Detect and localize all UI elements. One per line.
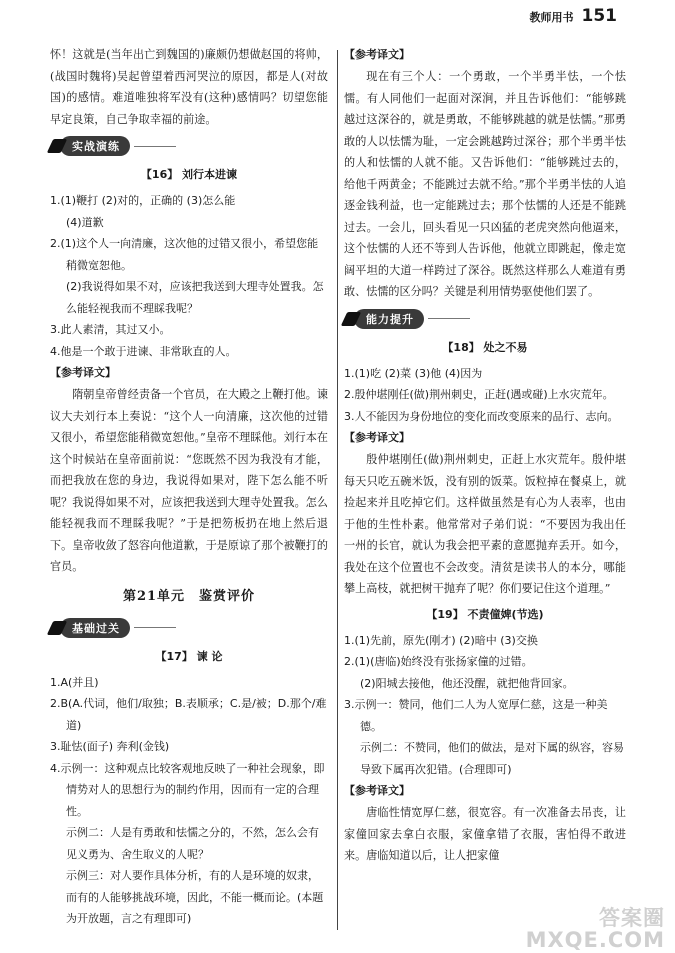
section-label: 实战演练 — [60, 136, 130, 156]
reference-translation: 殷仲堪刚任(做)荆州刺史，正赶上水灾荒年。殷仲堪每天只吃五碗米饭，没有别的饭菜。饭粒掉在餐桌上，就捡起来并且吃掉它们。这样做虽然是有心为人表率，也由于他的生性朴素。他常常对子弟们说：“不要因为我出任一州的长官，就认为我会把平素的意愿抛弃丢开。如今，我处在这个位置也不会改变。清贫是读书人的本分，哪能攀上高枝，就把树干抛弃了呢？你们要记住这个道理。” — [344, 453, 626, 595]
answer-line: 2.(1)这个人一向清廉，这次他的过错又很小，希望您能稍微宽恕他。 — [50, 237, 319, 272]
answer-line: 2.B(A.代词，他们/取独；B.表顺承；C.是/被；D.那个/难道) — [50, 697, 327, 732]
unit-title: 第21单元 鉴赏评价 — [122, 588, 256, 604]
banner-line — [134, 627, 176, 628]
watermark-line-2: MXQE.COM — [525, 928, 665, 952]
section-label: 基础过关 — [60, 618, 130, 638]
column-divider — [337, 50, 338, 930]
answer-line: 1.A(并且) — [50, 675, 99, 689]
section-banner-nengli — [344, 307, 626, 331]
watermark-line-1: 答案圈 — [599, 906, 665, 930]
left-column — [50, 44, 328, 930]
reference-translation-label: 【参考译文】 — [344, 48, 410, 61]
answer-line: 1.(1)鞭打 (2)对的，正确的 (3)怎么能 — [50, 194, 236, 207]
question-title-18: 【18】 处之不易 — [442, 340, 528, 354]
question-title-16: 【16】 刘行本进谏 — [140, 168, 238, 181]
section-banner-shizhan — [50, 134, 328, 158]
page-number: 151 — [581, 6, 617, 26]
answer-line: 1.(1)吃 (2)菜 (3)他 (4)因为 — [344, 366, 483, 380]
right-column — [344, 44, 626, 867]
reference-translation-label: 【参考译文】 — [344, 784, 410, 797]
answer-line: (2)阳城去接他，他还没醒，就把他背回家。 — [360, 676, 574, 690]
reference-translation: 隋朝皇帝曾经责备一个官员，在大殿之上鞭打他。谏议大夫刘行本上奏说：“这个人一向清廉，这次他的过错又很小，希望您能稍微宽恕他。”皇帝不理睬他。刘行本在这个时候站在皇帝面前说：“您既然不因为我没有才能，而把我放在您的身边，我说得如果对，陛下怎么能不听呢？我说得如果不对，应该把我送到大理寺处置我。怎么能轻视我而不理睬我呢？”于是把笏板扔在地上然后退下。皇帝收敛了怒容向他道歉，于是原谅了那个被鞭打的官员。 — [50, 388, 328, 573]
reference-translation-label: 【参考译文】 — [344, 431, 410, 444]
site-watermark — [526, 907, 665, 951]
banner-line — [134, 146, 176, 147]
question-title-19: 【19】 不责僮婢(节选) — [426, 607, 544, 621]
reference-translation: 唐临性情宽厚仁慈，很宽容。有一次准备去吊丧，让家僮回家去拿白衣服，家僮拿错了衣服，害怕得不敢进来。唐临知道以后，让人把家僮 — [344, 806, 626, 862]
answer-line: 3.此人素清，其过又小。 — [50, 323, 171, 336]
book-label: 教师用书 — [529, 11, 574, 24]
intro-text: 怀！这就是(当年出亡到魏国的)廉颇仍想做赵国的将帅，(战国时魏将)吴起曾望着西河哭泣的原因，都是人(对故国)的感情。难道唯独将军没有(这种)感情吗？切望您能早定良策，自己争取幸福的前途。 — [50, 48, 328, 126]
answer-line: 4.示例一：这种观点比较客观地反映了一种社会现象，即情势对人的思想行为的制约作用，因而有一定的合理性。 — [50, 761, 325, 818]
banner-line — [428, 318, 470, 319]
reference-translation: 现在有三个人：一个勇敢，一个半勇半怯，一个怯懦。有人同他们一起面对深涧，并且告诉他们：“能够跳越过这深谷的，就是勇敢，不能够跳越的就是怯懦。”那勇敢的人以怯懦为耻，一定会跳越跨过深谷；那个半勇半怯的人和怯懦的人就不能。又告诉他们：“能够跳过去的，给他千两黄金；不能跳过去就不给。”那个半勇半怯的人追逐金钱利益，也一定能跳过去；那个怯懦的人还是不能跳过去。一会儿，回头看见一只凶猛的老虎突然向他逼来，这个怯懦的人还不等到人告诉他，他就立即跳起，像走宽阔平坦的大道一样跨过了深谷。既然这样那么人难道有勇敢、怯懦的区分吗？关键是利用情势驱使他们罢了。 — [344, 70, 626, 298]
reference-translation-label: 【参考译文】 — [50, 366, 116, 379]
answer-line: 3.示例一：赞同，他们二人为人宽厚仁慈，这是一种美德。 — [344, 698, 608, 733]
answer-line: 3.耻怯(面子) 奔利(金钱) — [50, 740, 170, 753]
answer-line: (4)道歉 — [66, 215, 104, 229]
answer-line: 3.人不能因为身份地位的变化而改变原来的品行、志向。 — [344, 409, 619, 423]
answer-line: 2.殷仲堪刚任(做)荆州刺史，正赶(遇或碰)上水灾荒年。 — [344, 388, 614, 401]
answer-line: 4.他是一个敢于进谏、非常耿直的人。 — [50, 344, 237, 358]
answer-line: 示例二：不赞同，他们的做法，是对下属的纵容，容易导致下属再次犯错。(合理即可) — [360, 741, 624, 776]
answer-line: 1.(1)先前，原先(刚才) (2)暗中 (3)交换 — [344, 633, 538, 647]
answer-line: 示例三：对人要作具体分析，有的人是环境的奴隶，而有的人能够挑战环境，因此，不能一概而论。(本题为开放题，言之有理即可) — [66, 869, 324, 925]
page-header — [530, 6, 618, 26]
section-label: 能力提升 — [354, 309, 424, 329]
answer-line: 2.(1)(唐临)始终没有张扬家僮的过错。 — [344, 655, 533, 668]
answer-line: (2)我说得如果不对，应该把我送到大理寺处置我。怎么能轻视我而不理睬我呢？ — [66, 280, 324, 315]
answer-line: 示例二：人是有勇敢和怯懦之分的，不然，怎么会有见义勇为、舍生取义的人呢？ — [66, 826, 319, 861]
section-banner-jichu — [50, 616, 328, 640]
question-title-17: 【17】 谏 论 — [155, 649, 223, 663]
